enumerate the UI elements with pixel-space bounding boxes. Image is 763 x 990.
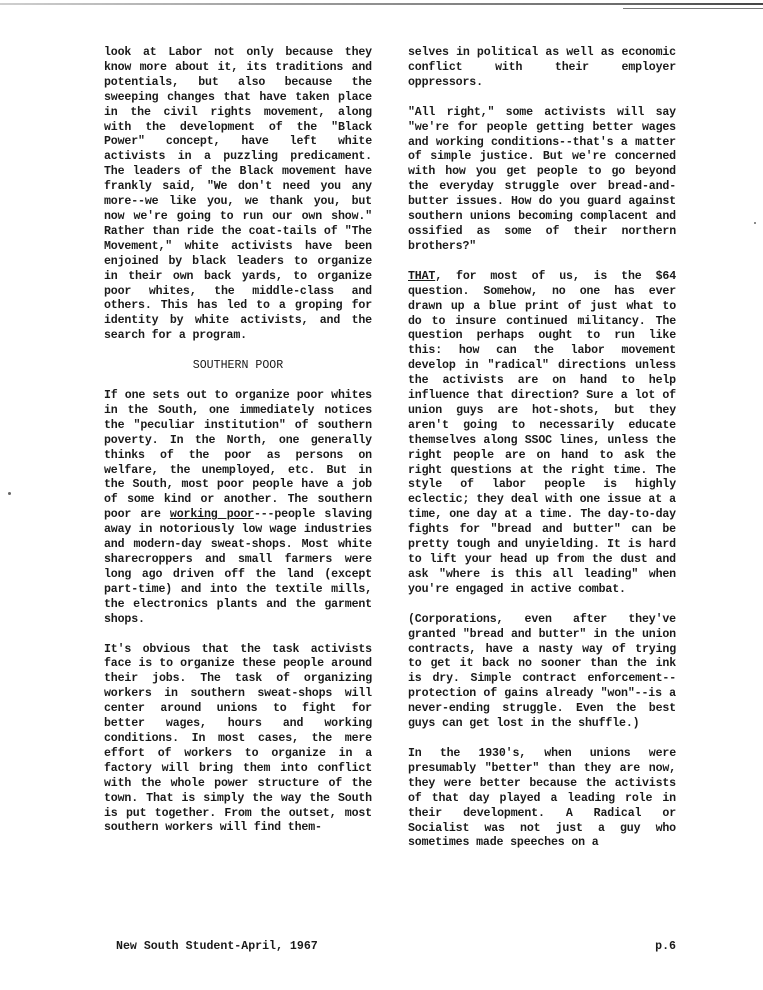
right-paragraph-1: selves in political as well as economic conflict with their employer oppressors. <box>408 46 676 89</box>
right-paragraph-4: (Corporations, even after they've granted "bread and butter" in the union contracts, have a nasty way of trying to get it back no sooner than the ink is dry. Simple contract enforcement--protection of gains already "won"--is a never-ending struggle. Even the best guys can get lost in the shuffle.) <box>408 612 676 731</box>
left-paragraph-2-text-a: If one sets out to organize poor whites in the South, one immediately notices the "peculiar institution" of southern poverty. In the North, one generally thinks of the poor as persons on welfare, the unemployed, etc. But in the South, most poor people have a job of some kind or another. The southern poor are <box>104 389 372 522</box>
page-number: p.6 <box>655 940 676 953</box>
left-paragraph-2 <box>104 389 372 628</box>
scan-speck <box>754 222 756 224</box>
underlined-that: THAT <box>408 269 436 283</box>
left-paragraph-3: It's obvious that the task activists face is to organize these people around their jobs. The task of organizing workers in southern sweat-shops will center around unions to fight for better wages, hours and working conditions. In most cases, the mere effort of workers to organize in a factory will bring them into conflict with the whole power structure of the town. That is simply the way the South is put together. From the outset, most southern workers will find them- <box>104 642 372 835</box>
left-paragraph-1: look at Labor not only because they know more about it, its traditions and potentials, but also because the sweeping changes that have taken place in the civil rights movement, along with the development of the "Black Power" concept, have left white activists in a puzzling predicament. The leaders of the Black movement have frankly said, "We don't need you any more--we like you, we thank you, but now we're going to run our own show." Rather than ride the coat-tails of "The Movement," white activists have been enjoined by black leaders to organize in their own back yards, to organize poor whites, the middle-class and others. This has led to a groping for identity by white activists, and the search for a program. <box>104 46 372 343</box>
scan-speck <box>8 492 11 495</box>
left-column <box>104 46 372 851</box>
right-paragraph-3-text: , for most of us, is the $64 question. Somehow, no one has ever drawn up a blue print of just what to do to insure continued militancy. The question perhaps ought to run like this: how can the labor movement develop in "radical" directions unless the activists are on hand to help influence that direction? Sure a lot of union guys are hot-shots, but they aren't going to necessarily educate themselves along SSOC lines, unless the right people are on hand to ask the right questions at the right time. The style of labor people is highly eclectic; they deal with one issue at a time, one day at a time. The day-to-day fights for "bread and butter" can be pretty tough and unyielding. It is hard to lift your head up from the dust and ask "where is this all leading" when you're engaged in active combat. <box>408 269 676 596</box>
publication-line: New South Student-April, 1967 <box>116 940 318 953</box>
section-heading: SOUTHERN POOR <box>192 359 284 373</box>
right-paragraph-3 <box>408 270 676 598</box>
right-paragraph-5: In the 1930's, when unions were presumably "better" than they are now, they were better because the activists of that day played a leading role in their development. A Radical or Socialist was not just a guy who sometimes made speeches on a <box>408 746 676 850</box>
underlined-working-poor: working poor <box>169 508 254 522</box>
left-paragraph-2-text-b: ---people slaving away in notoriously low wage industries and modern-day sweat-shops. Most white sharecroppers and small farmers were long ago driven off the land (except part-time) and into the textile mills, the electronics plants and the garment shops. <box>104 508 372 626</box>
right-column <box>408 46 676 866</box>
right-paragraph-2: "All right," some activists will say "we're for people getting better wages and working conditions--that's a matter of simple justice. But we're concerned with how you get people to go beyond the everyday struggle over bread-and-butter issues. How do you guard against southern unions becoming complacent and ossified as some of their northern brothers?" <box>408 105 676 253</box>
top-right-scan-edge <box>623 0 763 9</box>
